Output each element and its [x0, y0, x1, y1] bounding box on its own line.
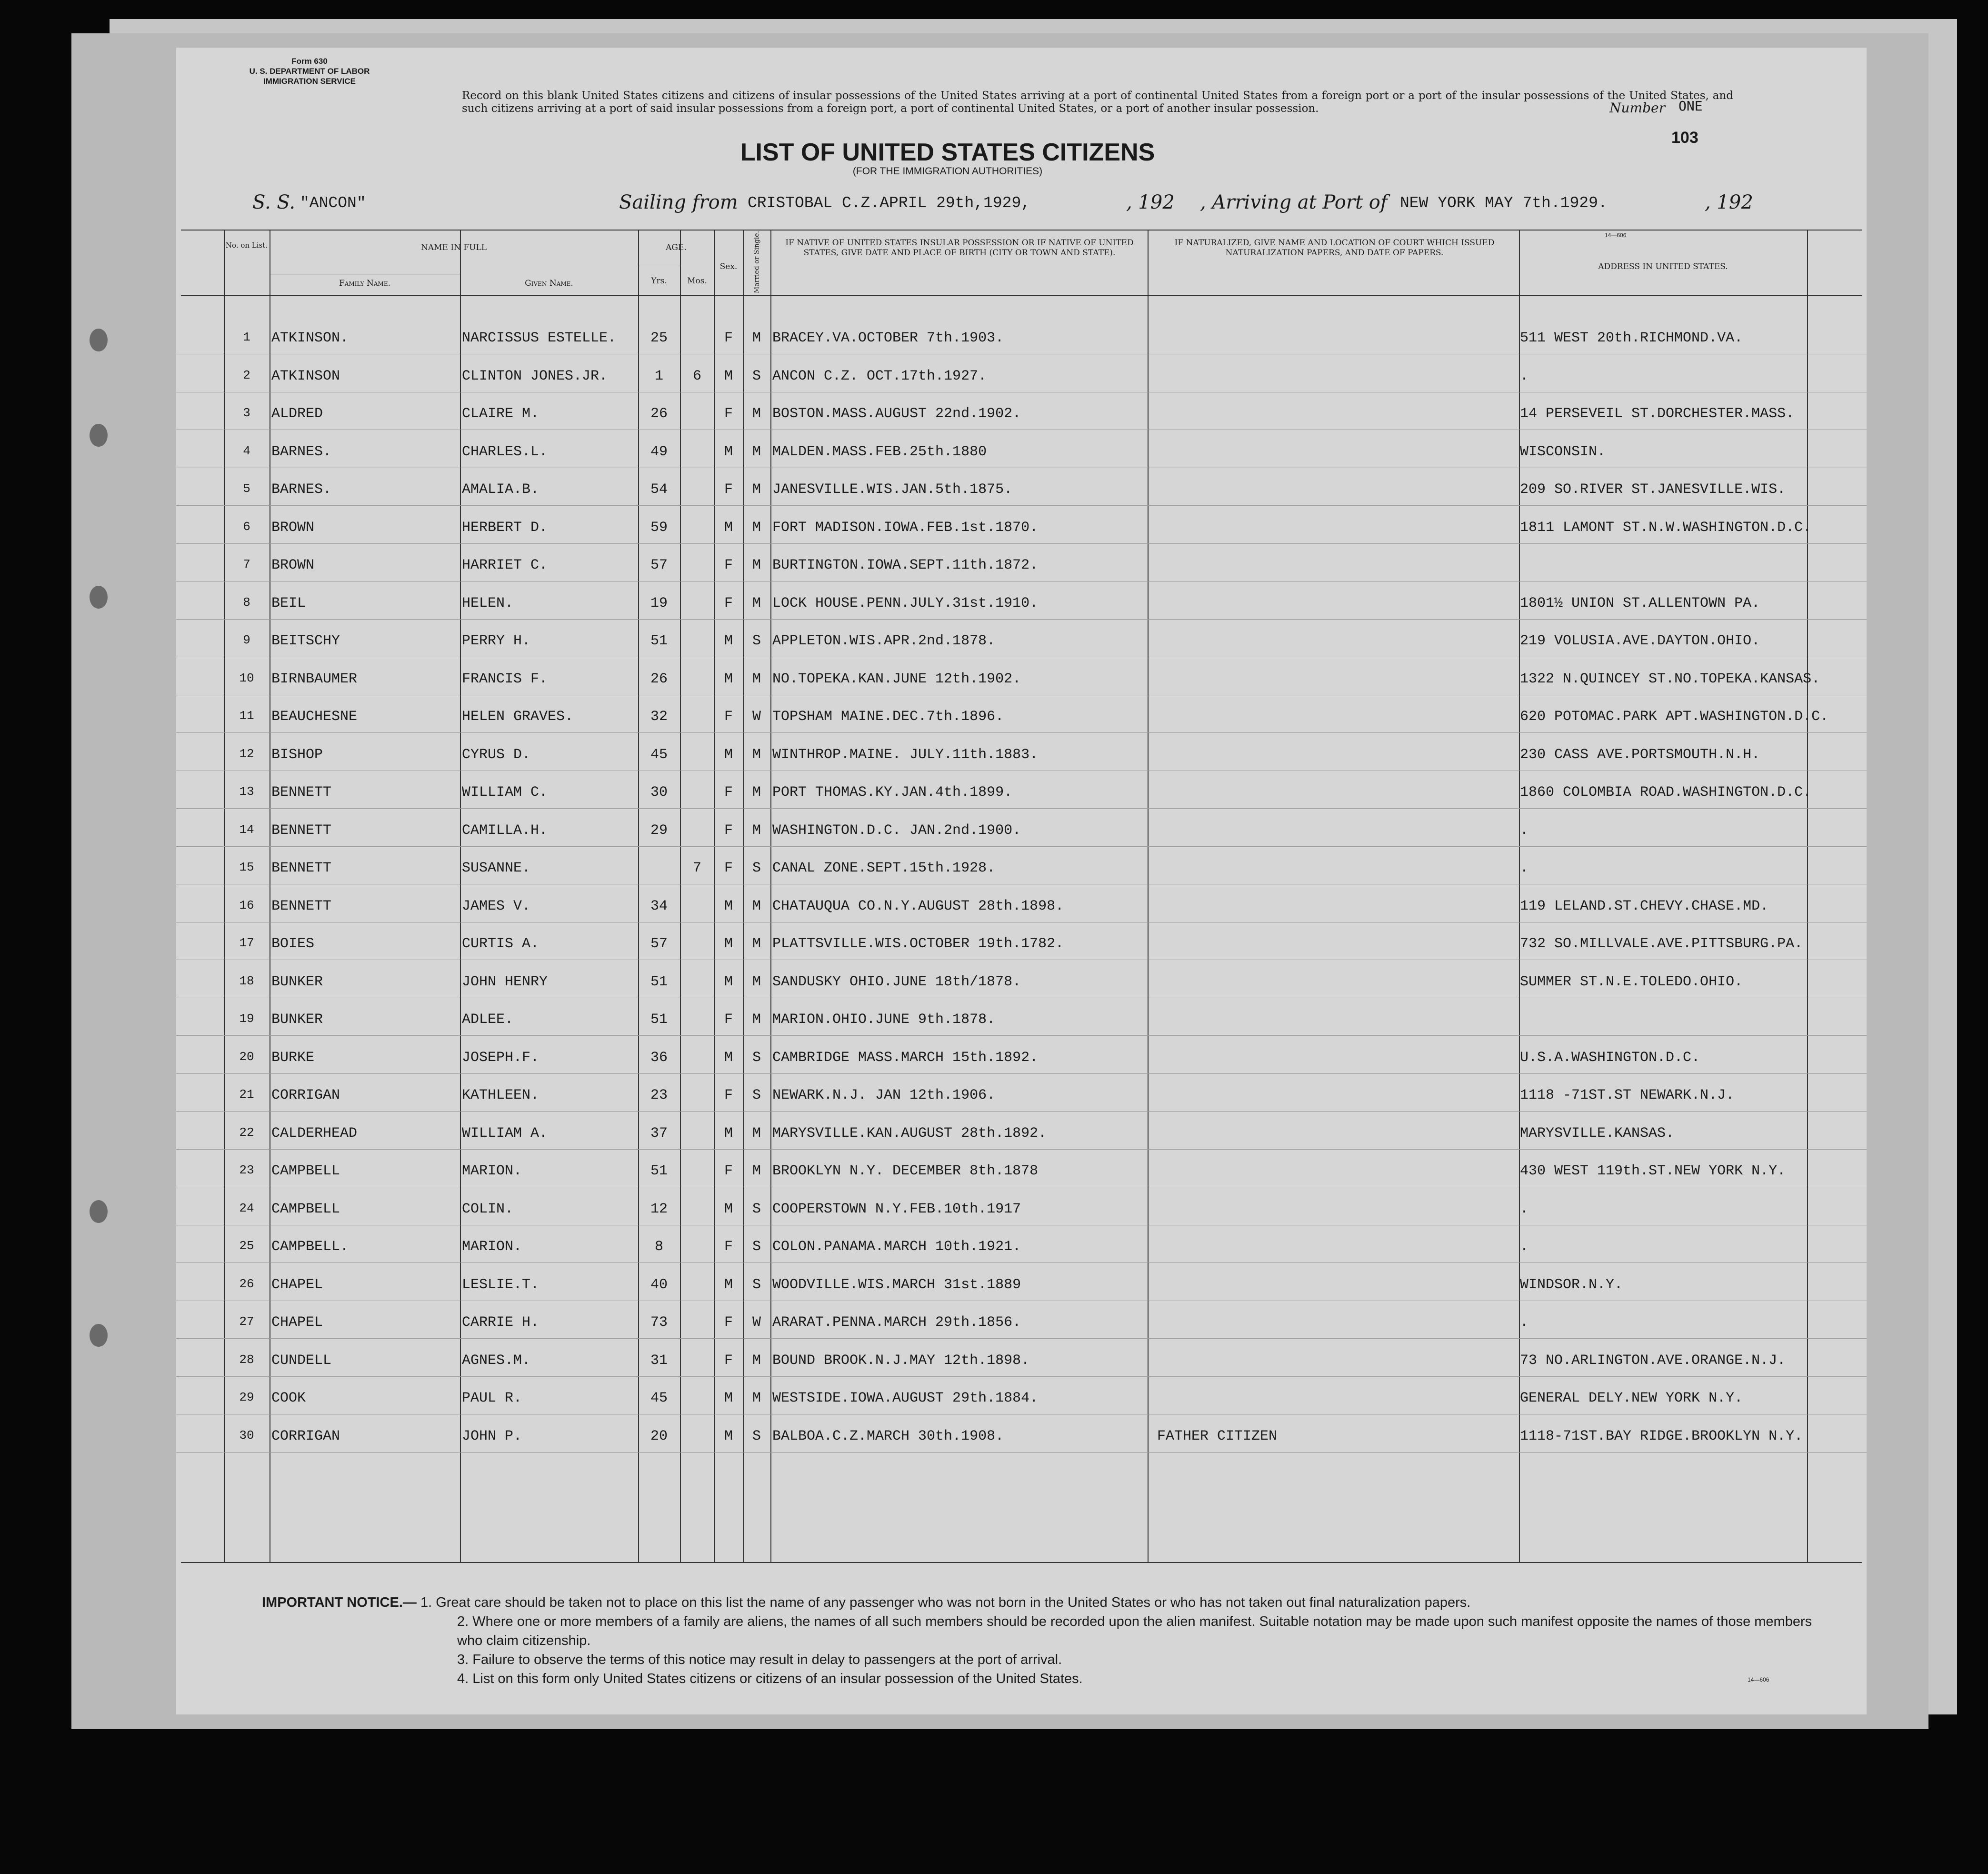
binder-hole	[90, 424, 108, 447]
row-no: 3	[243, 406, 250, 420]
row-rule	[176, 619, 1867, 620]
row-ms: M	[752, 1390, 761, 1406]
row-rule	[176, 808, 1867, 809]
row-no: 27	[239, 1314, 254, 1329]
row-no: 9	[243, 633, 250, 647]
row-ms: S	[752, 1428, 761, 1444]
header-address: ADDRESS IN UNITED STATES.	[1598, 262, 1728, 271]
row-rule	[176, 1073, 1867, 1074]
row-sex: M	[724, 1276, 733, 1293]
row-family: BARNES.	[271, 443, 332, 460]
row-ms: W	[752, 709, 761, 725]
row-given: HARRIET C.	[462, 557, 548, 573]
year-suffix-2: , 192	[1705, 191, 1753, 213]
row-birth: WASHINGTON.D.C. JAN.2nd.1900.	[772, 822, 1021, 839]
row-birth: COOPERSTOWN N.Y.FEB.10th.1917	[772, 1201, 1021, 1217]
row-sex: F	[724, 481, 733, 498]
row-given: JOHN P.	[462, 1428, 522, 1444]
row-no: 30	[239, 1428, 254, 1443]
row-given: HELEN.	[462, 595, 514, 611]
row-ms: S	[752, 1276, 761, 1293]
row-given: FRANCIS F.	[462, 671, 548, 687]
page-subtitle: (FOR THE IMMIGRATION AUTHORITIES)	[852, 166, 1043, 177]
arriving-value: NEW YORK MAY 7th.1929.	[1400, 194, 1608, 212]
binder-hole	[90, 1324, 108, 1347]
row-addr: 219 VOLUSIA.AVE.DAYTON.OHIO.	[1520, 633, 1760, 649]
row-ms: S	[752, 860, 761, 876]
row-addr: 1860 COLOMBIA ROAD.WASHINGTON.D.C.	[1520, 784, 1812, 801]
row-given: CURTIS A.	[462, 936, 539, 952]
row-rule	[176, 1376, 1867, 1377]
row-yrs: 30	[650, 784, 668, 801]
row-sex: M	[724, 973, 733, 990]
row-no: 19	[239, 1012, 254, 1026]
row-given: AMALIA.B.	[462, 481, 539, 498]
row-yrs: 51	[650, 1163, 668, 1179]
row-family: CUNDELL	[271, 1352, 332, 1369]
row-nat: FATHER CITIZEN	[1157, 1428, 1278, 1444]
notice-item-3: 3. Failure to observe the terms of this notice may result in delay to passengers at the port of arrival.	[457, 1652, 1062, 1667]
row-yrs: 49	[650, 443, 668, 460]
row-no: 2	[243, 368, 250, 382]
row-ms: M	[752, 406, 761, 422]
binder-hole	[90, 329, 108, 351]
row-ms: S	[752, 1239, 761, 1255]
row-birth: WESTSIDE.IOWA.AUGUST 29th.1884.	[772, 1390, 1039, 1406]
row-birth: PORT THOMAS.KY.JAN.4th.1899.	[772, 784, 1013, 801]
row-family: BENNETT	[271, 898, 332, 914]
row-ms: S	[752, 1087, 761, 1103]
row-birth: MARION.OHIO.JUNE 9th.1878.	[772, 1012, 996, 1028]
header-sex: Sex.	[719, 262, 738, 271]
row-given: COLIN.	[462, 1201, 514, 1217]
row-rule	[176, 505, 1867, 506]
row-yrs: 51	[650, 973, 668, 990]
row-birth: JANESVILLE.WIS.JAN.5th.1875.	[772, 481, 1013, 498]
row-yrs: 23	[650, 1087, 668, 1103]
print-code: 14—606	[1748, 1676, 1769, 1683]
row-given: SUSANNE.	[462, 860, 531, 876]
row-sex: M	[724, 1201, 733, 1217]
row-given: JOSEPH.F.	[462, 1049, 539, 1066]
row-yrs: 57	[650, 936, 668, 952]
row-addr: .	[1520, 368, 1529, 384]
row-birth: BOSTON.MASS.AUGUST 22nd.1902.	[772, 406, 1021, 422]
row-addr: 620 POTOMAC.PARK APT.WASHINGTON.D.C.	[1520, 709, 1829, 725]
row-ms: M	[752, 746, 761, 763]
row-given: MARION.	[462, 1239, 522, 1255]
row-family: CORRIGAN	[271, 1087, 340, 1103]
row-ms: M	[752, 1012, 761, 1028]
row-rule	[176, 1338, 1867, 1339]
row-no: 15	[239, 860, 254, 874]
row-yrs: 73	[650, 1314, 668, 1331]
row-sex: M	[724, 746, 733, 763]
row-no: 6	[243, 519, 250, 534]
row-sex: M	[724, 1049, 733, 1066]
row-birth: BALBOA.C.Z.MARCH 30th.1908.	[772, 1428, 1004, 1444]
row-addr: SUMMER ST.N.E.TOLEDO.OHIO.	[1520, 973, 1743, 990]
row-addr: 1118 -71ST.ST NEWARK.N.J.	[1520, 1087, 1735, 1103]
row-addr: U.S.A.WASHINGTON.D.C.	[1520, 1049, 1700, 1066]
row-ms: M	[752, 1352, 761, 1369]
print-code-top: 14—606	[1605, 232, 1627, 239]
row-rule	[176, 846, 1867, 847]
row-sex: F	[724, 330, 733, 346]
row-given: HERBERT D.	[462, 519, 548, 536]
row-ms: M	[752, 1163, 761, 1179]
row-family: BENNETT	[271, 822, 332, 839]
row-sex: F	[724, 1163, 733, 1179]
row-family: BEIL	[271, 595, 306, 611]
row-yrs: 34	[650, 898, 668, 914]
row-ms: S	[752, 368, 761, 384]
notice-label: IMPORTANT NOTICE.—	[262, 1595, 417, 1610]
service-name: IMMIGRATION SERVICE	[263, 77, 356, 86]
row-family: COOK	[271, 1390, 306, 1406]
row-yrs: 51	[650, 1012, 668, 1028]
row-yrs: 59	[650, 519, 668, 536]
row-given: PAUL R.	[462, 1390, 522, 1406]
row-addr: 732 SO.MILLVALE.AVE.PITTSBURG.PA.	[1520, 936, 1803, 952]
preamble-text: Record on this blank United States citizens and citizens of insular possessions of the United States arriving at a port of continental United States from a foreign port or a port of the insular possessions of the United States, and such citizens arriving at a port of said insular possessions from a foreign port, a port of continental United States, or a port of another insular possession.	[462, 90, 1733, 115]
row-birth: BROOKLYN N.Y. DECEMBER 8th.1878	[772, 1163, 1039, 1179]
row-no: 5	[243, 481, 250, 496]
row-rule	[176, 1149, 1867, 1150]
row-no: 24	[239, 1201, 254, 1215]
row-given: HELEN GRAVES.	[462, 709, 574, 725]
row-birth: BRACEY.VA.OCTOBER 7th.1903.	[772, 330, 1004, 346]
manifest-page	[176, 48, 1867, 1714]
row-birth: TOPSHAM MAINE.DEC.7th.1896.	[772, 709, 1004, 725]
row-ms: M	[752, 784, 761, 801]
header-married-single: Married or Single.	[753, 230, 761, 294]
row-no: 20	[239, 1049, 254, 1064]
row-given: JAMES V.	[462, 898, 531, 914]
header-naturalized: IF NATURALIZED, GIVE NAME AND LOCATION OF COURT WHICH ISSUED NATURALIZATION PAPERS, AND DATE OF PAPERS.	[1174, 238, 1495, 258]
notice-item-1: 1. Great care should be taken not to place on this list the name of any passenger who was not born in the United States or who has not taken out final naturalization papers.	[420, 1595, 1471, 1610]
row-given: NARCISSUS ESTELLE.	[462, 330, 617, 346]
ship-name: "ANCON"	[300, 194, 366, 212]
row-yrs: 20	[650, 1428, 668, 1444]
row-given: PERRY H.	[462, 633, 531, 649]
row-addr: 1801½ UNION ST.ALLENTOWN PA.	[1520, 595, 1760, 611]
row-given: CHARLES.L.	[462, 443, 548, 460]
row-rule	[176, 732, 1867, 733]
row-sex: F	[724, 1314, 733, 1331]
row-birth: FORT MADISON.IOWA.FEB.1st.1870.	[772, 519, 1039, 536]
row-birth: NEWARK.N.J. JAN 12th.1906.	[772, 1087, 996, 1103]
row-birth: ANCON C.Z. OCT.17th.1927.	[772, 368, 987, 384]
row-yrs: 57	[650, 557, 668, 573]
row-addr: .	[1520, 1239, 1529, 1255]
header-birth: IF NATIVE OF UNITED STATES INSULAR POSSESSION OR IF NATIVE OF UNITED STATES, GIVE DATE AND PLACE OF BIRTH (CITY OR TOWN AND STATE).	[785, 238, 1134, 258]
row-yrs: 51	[650, 633, 668, 649]
row-addr: 430 WEST 119th.ST.NEW YORK N.Y.	[1520, 1163, 1786, 1179]
row-sex: M	[724, 368, 733, 384]
row-family: BURKE	[271, 1049, 315, 1066]
row-family: BROWN	[271, 557, 315, 573]
row-birth: SANDUSKY OHIO.JUNE 18th/1878.	[772, 973, 1021, 990]
row-mos: 6	[692, 368, 701, 384]
row-yrs: 45	[650, 746, 668, 763]
row-no: 8	[243, 595, 250, 610]
form-header-block	[195, 56, 424, 86]
row-sex: F	[724, 822, 733, 839]
row-family: BIRNBAUMER	[271, 671, 358, 687]
row-no: 29	[239, 1390, 254, 1404]
row-no: 18	[239, 973, 254, 988]
row-family: BISHOP	[271, 746, 323, 763]
row-yrs: 29	[650, 822, 668, 839]
notice-item-4: 4. List on this form only United States citizens or citizens of an insular possession of the United States.	[457, 1671, 1083, 1686]
row-yrs: 12	[650, 1201, 668, 1217]
row-no: 16	[239, 898, 254, 912]
header-no-on-list: No. on List.	[225, 241, 268, 250]
row-no: 1	[243, 330, 250, 344]
department-name: U. S. DEPARTMENT OF LABOR	[249, 67, 370, 76]
row-no: 14	[239, 822, 254, 837]
row-family: BUNKER	[271, 973, 323, 990]
row-family: BROWN	[271, 519, 315, 536]
row-sex: M	[724, 1125, 733, 1142]
row-sex: M	[724, 443, 733, 460]
row-birth: MARYSVILLE.KAN.AUGUST 28th.1892.	[772, 1125, 1047, 1142]
row-ms: S	[752, 1201, 761, 1217]
row-yrs: 1	[654, 368, 663, 384]
row-no: 7	[243, 557, 250, 571]
row-family: BENNETT	[271, 860, 332, 876]
row-ms: M	[752, 519, 761, 536]
row-family: ATKINSON.	[271, 330, 349, 346]
row-birth: PLATTSVILLE.WIS.OCTOBER 19th.1782.	[772, 936, 1064, 952]
row-birth: WINTHROP.MAINE. JULY.11th.1883.	[772, 746, 1039, 763]
row-addr: 119 LELAND.ST.CHEVY.CHASE.MD.	[1520, 898, 1769, 914]
row-birth: ARARAT.PENNA.MARCH 29th.1856.	[772, 1314, 1021, 1331]
row-addr: MARYSVILLE.KANSAS.	[1520, 1125, 1675, 1142]
row-mos: 7	[692, 860, 701, 876]
row-addr: WISCONSIN.	[1520, 443, 1606, 460]
row-sex: M	[724, 898, 733, 914]
row-sex: F	[724, 1012, 733, 1028]
row-yrs: 36	[650, 1049, 668, 1066]
row-yrs: 26	[650, 671, 668, 687]
row-family: BUNKER	[271, 1012, 323, 1028]
row-rule	[176, 543, 1867, 544]
row-addr: .	[1520, 1201, 1529, 1217]
row-birth: MALDEN.MASS.FEB.25th.1880	[772, 443, 987, 460]
row-birth: CAMBRIDGE MASS.MARCH 15th.1892.	[772, 1049, 1039, 1066]
row-family: CORRIGAN	[271, 1428, 340, 1444]
row-rule	[176, 1035, 1867, 1036]
page-title: LIST OF UNITED STATES CITIZENS	[740, 139, 1155, 166]
row-ms: M	[752, 973, 761, 990]
row-addr: .	[1520, 822, 1529, 839]
row-no: 10	[239, 671, 254, 685]
row-sex: F	[724, 1239, 733, 1255]
row-sex: F	[724, 595, 733, 611]
row-no: 23	[239, 1163, 254, 1177]
row-sex: F	[724, 1352, 733, 1369]
row-ms: W	[752, 1314, 761, 1331]
row-family: CAMPBELL	[271, 1201, 340, 1217]
row-family: BEITSCHY	[271, 633, 340, 649]
row-sex: M	[724, 1428, 733, 1444]
row-addr: 1322 N.QUINCEY ST.NO.TOPEKA.KANSAS.	[1520, 671, 1820, 687]
row-given: CAMILLA.H.	[462, 822, 548, 839]
row-addr: 209 SO.RIVER ST.JANESVILLE.WIS.	[1520, 481, 1786, 498]
row-ms: M	[752, 1125, 761, 1142]
row-family: ATKINSON	[271, 368, 340, 384]
row-no: 4	[243, 443, 250, 458]
sailing-label: Sailing from	[619, 191, 738, 213]
row-yrs: 31	[650, 1352, 668, 1369]
row-given: AGNES.M.	[462, 1352, 531, 1369]
row-sex: F	[724, 406, 733, 422]
row-addr: GENERAL DELY.NEW YORK N.Y.	[1520, 1390, 1743, 1406]
row-given: CARRIE H.	[462, 1314, 539, 1331]
row-family: BENNETT	[271, 784, 332, 801]
row-family: CHAPEL	[271, 1276, 323, 1293]
row-ms: M	[752, 330, 761, 346]
row-birth: BOUND BROOK.N.J.MAY 12th.1898.	[772, 1352, 1030, 1369]
arriving-label: , Arriving at Port of	[1200, 191, 1388, 213]
row-family: BARNES.	[271, 481, 332, 498]
header-mos: Mos.	[687, 276, 707, 286]
row-birth: BURTINGTON.IOWA.SEPT.11th.1872.	[772, 557, 1039, 573]
header-given-name: Given Name.	[525, 279, 573, 288]
row-no: 12	[239, 746, 254, 761]
row-birth: WOODVILLE.WIS.MARCH 31st.1889	[772, 1276, 1021, 1293]
header-yrs: Yrs.	[651, 276, 667, 286]
row-sex: F	[724, 557, 733, 573]
row-no: 25	[239, 1239, 254, 1253]
row-addr: 230 CASS AVE.PORTSMOUTH.N.H.	[1520, 746, 1760, 763]
row-sex: F	[724, 709, 733, 725]
row-no: 13	[239, 784, 254, 799]
row-yrs: 25	[650, 330, 668, 346]
binder-hole	[90, 1200, 108, 1223]
form-number: Form 630	[291, 57, 328, 66]
row-addr: WINDSOR.N.Y.	[1520, 1276, 1623, 1293]
row-ms: M	[752, 936, 761, 952]
row-no: 21	[239, 1087, 254, 1102]
row-birth: COLON.PANAMA.MARCH 10th.1921.	[772, 1239, 1021, 1255]
year-suffix-1: , 192	[1126, 191, 1175, 213]
row-given: WILLIAM C.	[462, 784, 548, 801]
row-given: KATHLEEN.	[462, 1087, 539, 1103]
row-ms: M	[752, 443, 761, 460]
row-given: CLINTON JONES.JR.	[462, 368, 608, 384]
row-birth: LOCK HOUSE.PENN.JULY.31st.1910.	[772, 595, 1039, 611]
row-birth: CHATAUQUA CO.N.Y.AUGUST 28th.1898.	[772, 898, 1064, 914]
row-yrs: 54	[650, 481, 668, 498]
row-rule	[176, 1452, 1867, 1453]
row-yrs: 37	[650, 1125, 668, 1142]
row-yrs: 45	[650, 1390, 668, 1406]
row-family: ALDRED	[271, 406, 323, 422]
page-stamp: 103	[1671, 129, 1698, 147]
row-yrs: 8	[654, 1239, 663, 1255]
ss-label: S. S.	[252, 191, 296, 213]
row-family: CALDERHEAD	[271, 1125, 358, 1142]
number-label: Number	[1609, 100, 1665, 116]
important-notice	[262, 1593, 1833, 1688]
row-no: 26	[239, 1276, 254, 1291]
row-family: BEAUCHESNE	[271, 709, 358, 725]
header-family-name: Family Name.	[339, 279, 390, 288]
row-ms: M	[752, 557, 761, 573]
row-birth: APPLETON.WIS.APR.2nd.1878.	[772, 633, 996, 649]
row-birth: NO.TOPEKA.KAN.JUNE 12th.1902.	[772, 671, 1021, 687]
row-addr: 511 WEST 20th.RICHMOND.VA.	[1520, 330, 1743, 346]
header-bottom-border	[181, 295, 1862, 296]
row-ms: S	[752, 1049, 761, 1066]
row-ms: M	[752, 822, 761, 839]
row-ms: S	[752, 633, 761, 649]
row-sex: M	[724, 1390, 733, 1406]
header-name-in-full: NAME IN FULL	[420, 243, 487, 252]
row-yrs: 32	[650, 709, 668, 725]
row-addr: 73 NO.ARLINGTON.AVE.ORANGE.N.J.	[1520, 1352, 1786, 1369]
row-ms: M	[752, 595, 761, 611]
row-given: WILLIAM A.	[462, 1125, 548, 1142]
row-no: 28	[239, 1352, 254, 1367]
row-ms: M	[752, 671, 761, 687]
row-family: CAMPBELL	[271, 1163, 340, 1179]
row-given: CYRUS D.	[462, 746, 531, 763]
row-sex: M	[724, 519, 733, 536]
row-addr: 1118-71ST.BAY RIDGE.BROOKLYN N.Y.	[1520, 1428, 1803, 1444]
table-bottom-border	[181, 1562, 1862, 1563]
sailing-value: CRISTOBAL C.Z.APRIL 29th,1929,	[748, 194, 1031, 212]
row-sex: M	[724, 633, 733, 649]
row-rule	[176, 1111, 1867, 1112]
row-sex: M	[724, 671, 733, 687]
row-given: MARION.	[462, 1163, 522, 1179]
row-no: 17	[239, 936, 254, 950]
binder-hole	[90, 586, 108, 609]
row-yrs: 26	[650, 406, 668, 422]
row-ms: M	[752, 481, 761, 498]
row-yrs: 40	[650, 1276, 668, 1293]
row-addr: 1811 LAMONT ST.N.W.WASHINGTON.D.C.	[1520, 519, 1812, 536]
row-given: ADLEE.	[462, 1012, 514, 1028]
row-sex: F	[724, 784, 733, 801]
number-value: ONE	[1678, 98, 1703, 114]
row-family: BOIES	[271, 936, 315, 952]
row-sex: F	[724, 860, 733, 876]
row-addr: .	[1520, 860, 1529, 876]
row-no: 11	[239, 709, 254, 723]
row-addr: 14 PERSEVEIL ST.DORCHESTER.MASS.	[1520, 406, 1795, 422]
row-ms: M	[752, 898, 761, 914]
row-family: CAMPBELL.	[271, 1239, 349, 1255]
row-given: LESLIE.T.	[462, 1276, 539, 1293]
row-addr: .	[1520, 1314, 1529, 1331]
row-sex: M	[724, 936, 733, 952]
row-given: CLAIRE M.	[462, 406, 539, 422]
notice-item-2: 2. Where one or more members of a family are aliens, the names of all such members should be recorded upon the alien manifest. Suitable notation may be made upon such manifest opposite the names of those members who claim citizenship.	[457, 1614, 1812, 1648]
row-no: 22	[239, 1125, 254, 1140]
row-sex: F	[724, 1087, 733, 1103]
row-family: CHAPEL	[271, 1314, 323, 1331]
row-birth: CANAL ZONE.SEPT.15th.1928.	[772, 860, 996, 876]
row-yrs: 19	[650, 595, 668, 611]
row-given: JOHN HENRY	[462, 973, 548, 990]
header-age: AGE.	[666, 243, 687, 252]
